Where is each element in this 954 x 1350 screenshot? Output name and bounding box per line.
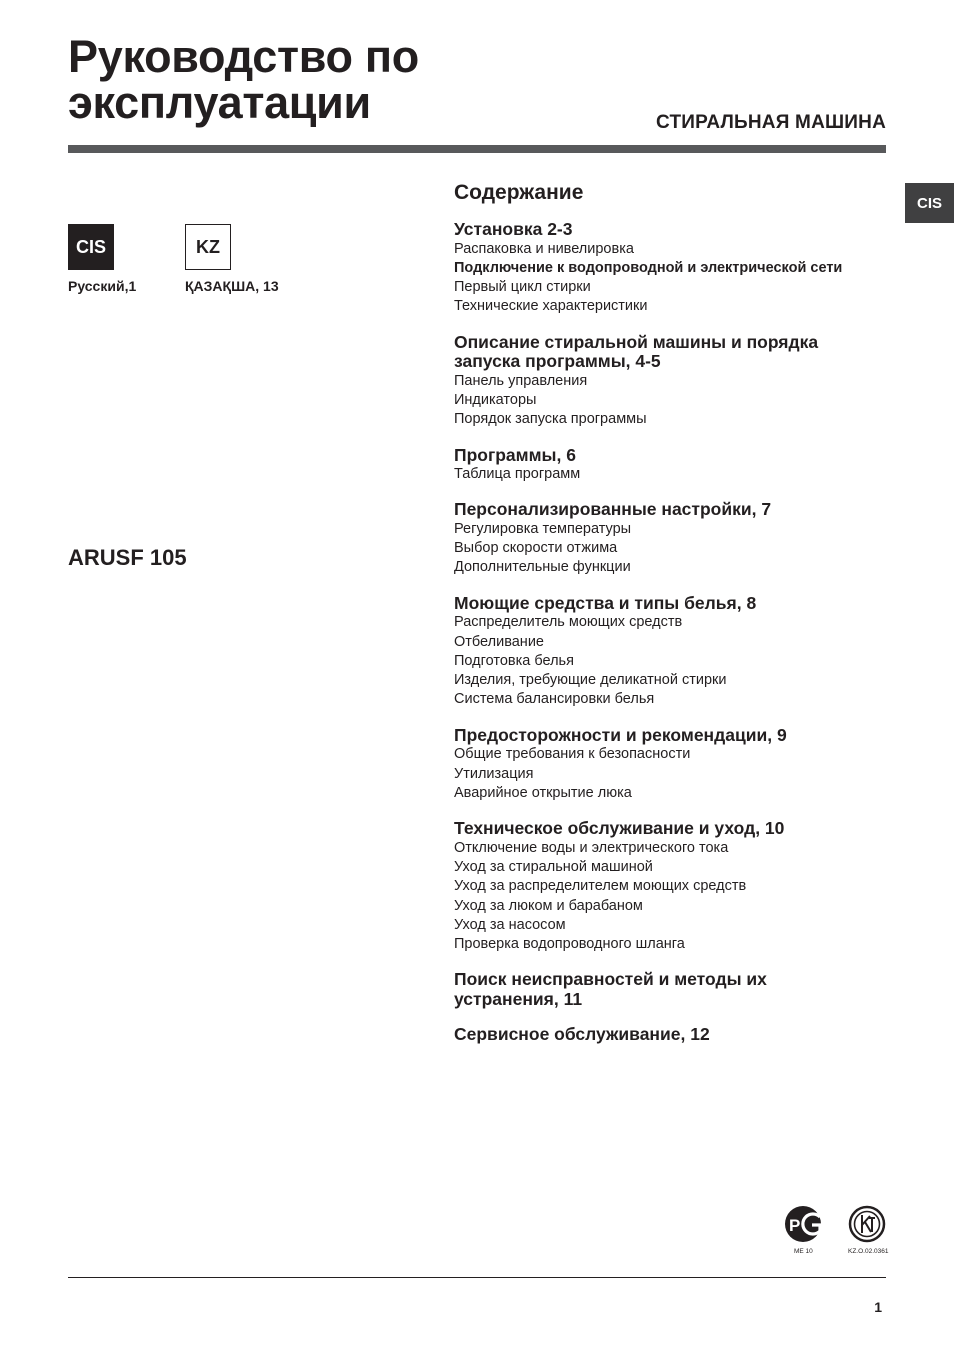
toc-heading: Содержание	[454, 181, 584, 204]
toc-item: Отбеливание	[454, 633, 544, 650]
kz-certification-code: KZ.О.02.0361	[848, 1248, 889, 1255]
toc-section-maintenance	[454, 819, 894, 954]
toc-section-installation	[454, 220, 894, 317]
toc-section-precautions	[454, 726, 894, 803]
toc-section-detergents	[454, 594, 894, 710]
table-of-contents	[454, 180, 894, 1061]
toc-item: Таблица программ	[454, 466, 581, 483]
section-title: Предосторожности и рекомендации, 9	[454, 724, 787, 745]
toc-item: Система балансировки белья	[454, 691, 655, 708]
section-title	[454, 970, 894, 1009]
toc-section-service	[454, 1025, 894, 1045]
section-title: Техническое обслуживание и уход, 10	[454, 818, 785, 839]
section-title: Установка 2-3	[454, 219, 573, 239]
title-line-2: эксплуатации	[68, 77, 371, 128]
language-badge-cis: CIS	[68, 224, 114, 270]
toc-item: Первый цикл стирки	[454, 279, 591, 296]
toc-section-troubleshooting	[454, 970, 894, 1009]
toc-item: Общие требования к безопасности	[454, 746, 691, 763]
toc-item: Дополнительные функции	[454, 559, 631, 576]
side-language-tab: CIS	[905, 183, 954, 223]
model-number: ARUSF 105	[68, 545, 187, 570]
toc-item: Проверка водопроводного шланга	[454, 936, 685, 953]
toc-item: Подключение к водопроводной и электрической сети	[454, 259, 843, 276]
header-divider	[68, 145, 886, 153]
toc-item: Аварийное открытие люка	[454, 784, 632, 801]
section-title: Сервисное обслуживание, 12	[454, 1024, 710, 1045]
toc-item: Утилизация	[454, 765, 534, 782]
section-title-line-1: Описание стиральной машины и порядка	[454, 331, 819, 352]
toc-item: Изделия, требующие деликатной стирки	[454, 672, 727, 689]
toc-item: Уход за люком и барабаном	[454, 897, 643, 914]
title-line-1: Руководство по	[68, 31, 419, 82]
document-title	[68, 31, 419, 128]
language-label-cis: Русский,1	[68, 278, 137, 294]
language-entry-kz	[185, 224, 279, 294]
svg-text:P: P	[789, 1216, 801, 1235]
toc-item: Индикаторы	[454, 391, 537, 408]
certification-marks	[784, 1205, 888, 1257]
page-number: 1	[874, 1299, 882, 1315]
language-badge-kz: KZ	[185, 224, 231, 270]
kz-certification-icon	[847, 1205, 887, 1245]
pct-certification-icon	[784, 1205, 828, 1245]
toc-item: Технические характеристики	[454, 298, 648, 315]
toc-item: Регулировка температуры	[454, 520, 632, 537]
toc-item: Порядок запуска программы	[454, 411, 647, 428]
toc-item: Отключение воды и электрического тока	[454, 839, 729, 856]
toc-item: Подготовка белья	[454, 652, 574, 669]
section-title-line-1: Поиск неисправностей и методы их	[454, 969, 767, 990]
toc-item: Выбор скорости отжима	[454, 540, 618, 557]
section-title-line-2: запуска программы, 4-5	[454, 351, 661, 372]
section-title	[454, 333, 894, 372]
toc-item: Панель управления	[454, 372, 588, 389]
toc-item: Уход за насосом	[454, 916, 566, 933]
section-title: Персонализированные настройки, 7	[454, 499, 772, 520]
document-subtitle: СТИРАЛЬНАЯ МАШИНА	[656, 112, 886, 133]
toc-section-programs	[454, 446, 894, 485]
pct-certification-code: МЕ 10	[794, 1248, 813, 1255]
section-title: Программы, 6	[454, 444, 576, 465]
toc-item: Распределитель моющих средств	[454, 614, 683, 631]
toc-item: Распаковка и нивелировка	[454, 240, 634, 257]
toc-item: Уход за стиральной машиной	[454, 858, 653, 875]
footer-divider	[68, 1277, 886, 1278]
section-title-line-2: устранения, 11	[454, 988, 583, 1009]
language-entry-cis	[68, 224, 136, 294]
toc-section-settings	[454, 500, 894, 577]
toc-item: Уход за распределителем моющих средств	[454, 878, 747, 895]
toc-section-description	[454, 333, 894, 430]
language-label-kz: ҚАЗАҚША, 13	[185, 278, 279, 294]
section-title: Моющие средства и типы белья, 8	[454, 592, 757, 613]
